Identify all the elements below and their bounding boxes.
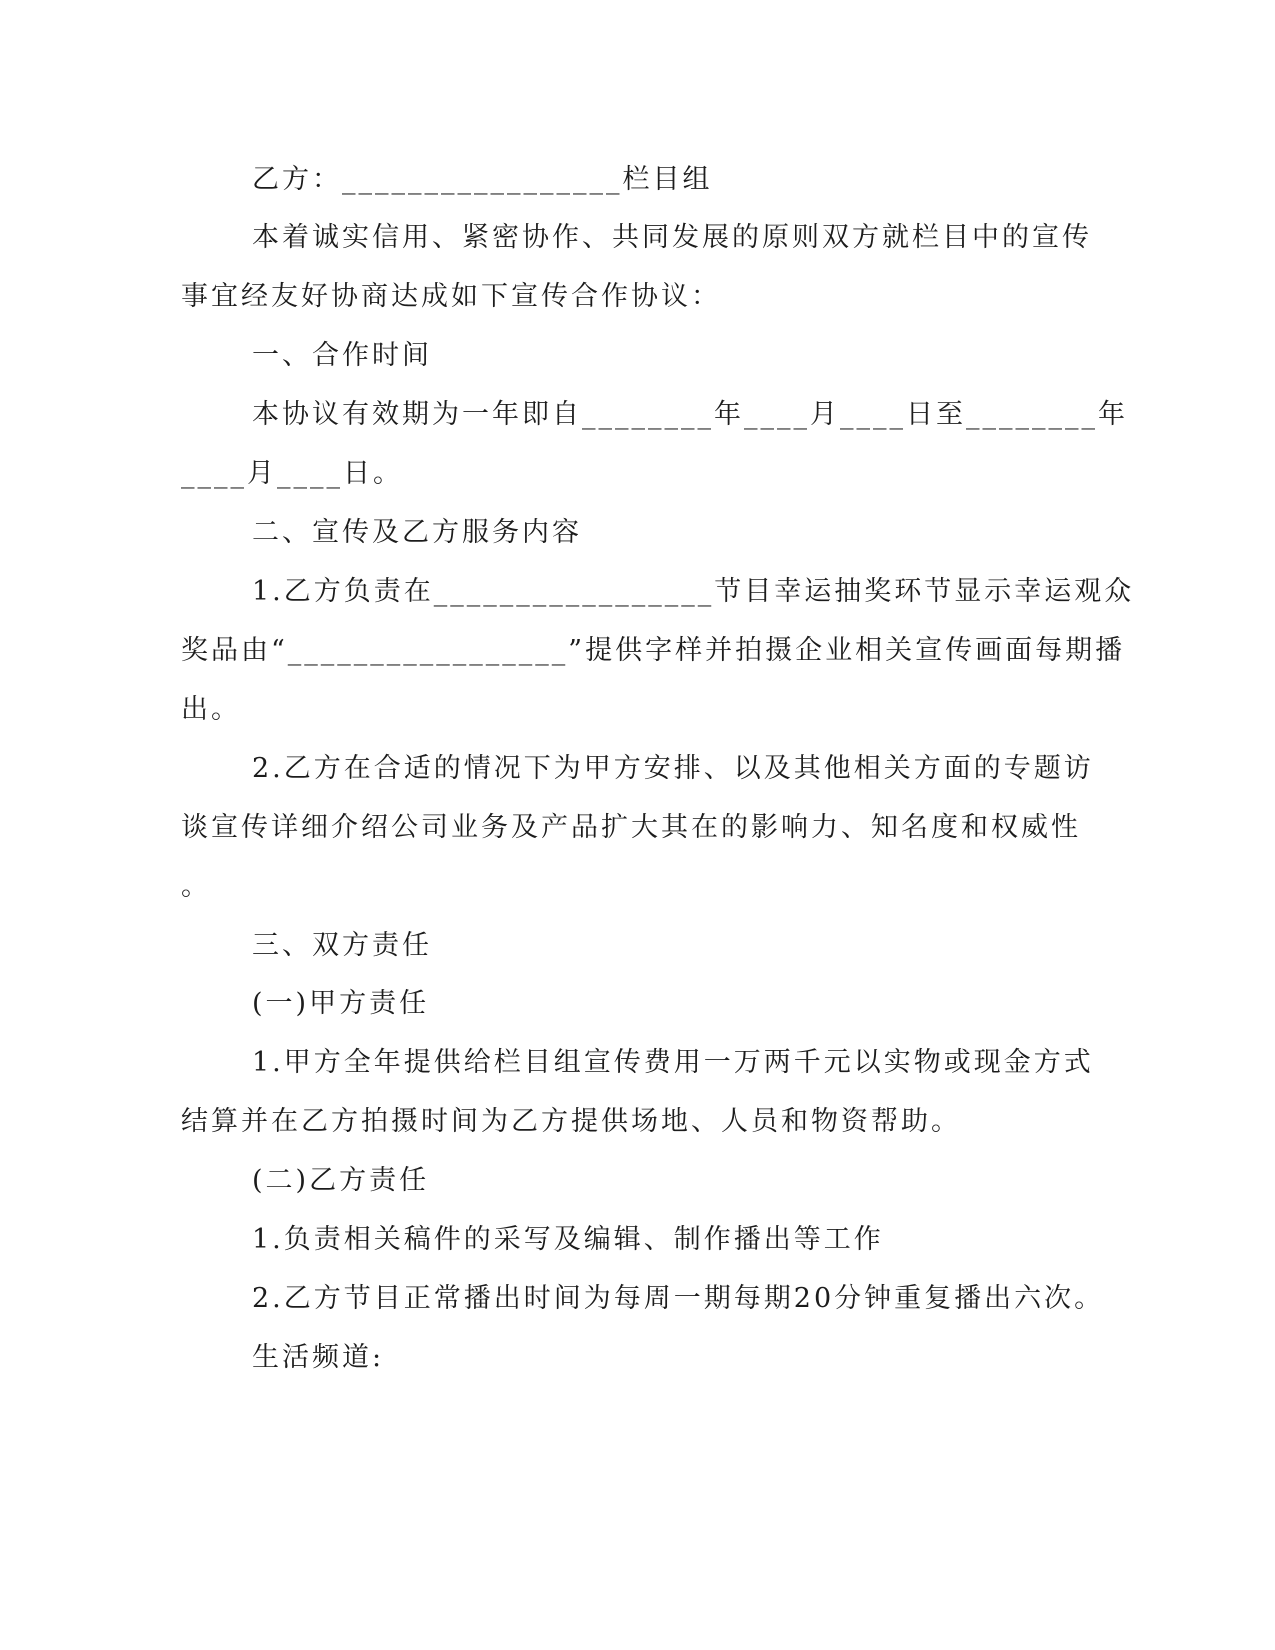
service-item-2-line-3: 。 <box>181 871 211 902</box>
subheading-party-b-responsibility: (二)乙方责任 <box>252 1165 430 1196</box>
party-b-item-1: 1.负责相关稿件的采写及编辑、制作播出等工作 <box>252 1224 884 1255</box>
validity-period-line-2: ____月____日。 <box>181 458 403 489</box>
service-item-1-line-2: 奖品由“_________________”提供字样并拍摄企业相关宣传画面每期播 <box>181 635 1126 666</box>
intro-paragraph-line-1: 本着诚实信用、紧密协作、共同发展的原则双方就栏目中的宣传 <box>252 222 1092 253</box>
intro-paragraph-line-2: 事宜经友好协商达成如下宣传合作协议： <box>181 281 721 312</box>
subheading-party-a-responsibility: (一)甲方责任 <box>252 988 430 1019</box>
life-channel-label: 生活频道: <box>252 1342 385 1373</box>
party-a-item-1-line-2: 结算并在乙方拍摄时间为乙方提供场地、人员和物资帮助。 <box>181 1106 961 1137</box>
party-b-line: 乙方：_________________栏目组 <box>252 164 713 195</box>
party-a-item-1-line-1: 1.甲方全年提供给栏目组宣传费用一万两千元以实物或现金方式 <box>252 1047 1094 1078</box>
service-item-1-line-3: 出。 <box>181 694 241 725</box>
service-item-1-line-1: 1.乙方负责在_________________节目幸运抽奖环节显示幸运观众 <box>252 576 1135 607</box>
section-heading-cooperation-time: 一、合作时间 <box>252 340 432 371</box>
validity-period-line-1: 本协议有效期为一年即自________年____月____日至________年 <box>252 399 1128 430</box>
party-b-item-2: 2.乙方节目正常播出时间为每周一期每期20分钟重复播出六次。 <box>252 1283 1105 1314</box>
section-heading-responsibilities: 三、双方责任 <box>252 930 432 961</box>
service-item-2-line-2: 谈宣传详细介绍公司业务及产品扩大其在的影响力、知名度和权威性 <box>181 812 1081 843</box>
service-item-2-line-1: 2.乙方在合适的情况下为甲方安排、以及其他相关方面的专题访 <box>252 753 1094 784</box>
section-heading-promotion-services: 二、宣传及乙方服务内容 <box>252 517 582 548</box>
